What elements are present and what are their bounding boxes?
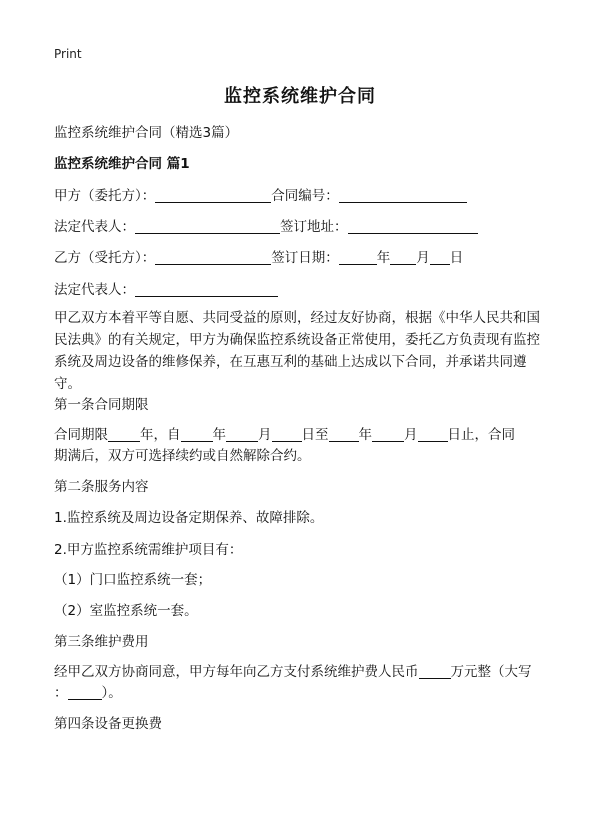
end-year-label: 年	[358, 427, 372, 443]
legal-rep-1-label: 法定代表人：	[54, 219, 135, 235]
end-year-blank[interactable]	[329, 427, 359, 442]
sign-month-blank[interactable]	[390, 250, 416, 265]
party-b-label: 乙方（受托方）：	[54, 250, 156, 266]
sign-place-blank[interactable]	[348, 219, 478, 234]
start-day-blank[interactable]	[272, 427, 302, 442]
party-b-row	[54, 246, 463, 266]
end-day-blank[interactable]	[418, 427, 448, 442]
fee-capital-blank[interactable]	[68, 685, 102, 700]
article-1-heading: 第一条合同期限	[54, 397, 149, 413]
article-2-item-2: 2.甲方监控系统需维护项目有：	[54, 542, 243, 558]
article-1-renewal: 期满后，双方可选择续约或自然解除合约。	[54, 448, 311, 464]
article-3-heading: 第三条维护费用	[54, 634, 149, 650]
article-2-item-1: 1.监控系统及周边设备定期保养、故障排除。	[54, 510, 324, 526]
term-from-text: 年，自	[140, 427, 181, 443]
year-label: 年	[376, 250, 391, 266]
document-subtitle: 监控系统维护合同（精选3篇）	[54, 125, 239, 141]
party-a-label: 甲方（委托方）：	[54, 188, 156, 204]
document-title: 监控系统维护合同	[224, 86, 376, 107]
sign-year-blank[interactable]	[339, 250, 377, 265]
article-2-heading: 第二条服务内容	[54, 479, 149, 495]
article-3-fee-line-2	[54, 681, 122, 701]
party-b-blank[interactable]	[155, 250, 271, 265]
intro-paragraph: 甲乙双方本着平等自愿、共同受益的原则，经过友好协商，根据《中华人民共和国民法典》的有关规定，甲方为确保监控系统设备正常使用，委托乙方负责现有监控系统及周边设备的维修保养，在互惠互利的基础上达成以下合同，并承诺共同遵守。	[54, 310, 540, 392]
legal-rep-2-label: 法定代表人：	[54, 282, 135, 298]
print-link[interactable]: Print	[54, 47, 82, 61]
legal-rep-row-1	[54, 215, 478, 235]
end-month-blank[interactable]	[372, 427, 404, 442]
month-label: 月	[416, 250, 430, 266]
start-month-blank[interactable]	[226, 427, 258, 442]
sign-place-label: 签订地址：	[280, 219, 348, 235]
party-a-blank[interactable]	[155, 188, 271, 203]
fee-amount-blank[interactable]	[419, 664, 451, 679]
start-month-label: 月	[258, 427, 272, 443]
day-label: 日	[449, 250, 464, 266]
article-2-sub-1: （1）门口监控系统一套；	[54, 572, 212, 588]
contract-no-label: 合同编号：	[271, 188, 339, 204]
fee-colon: ：	[54, 685, 68, 701]
start-day-label: 日至	[301, 427, 329, 443]
sign-date-label: 签订日期：	[271, 250, 339, 266]
fee-close-text: ）。	[101, 685, 122, 701]
fee-text: 经甲乙双方协商同意，甲方每年向乙方支付系统维护费人民币	[54, 664, 419, 680]
start-year-label: 年	[212, 427, 226, 443]
party-a-row	[54, 184, 467, 204]
term-years-blank[interactable]	[108, 427, 140, 442]
term-text: 合同期限	[54, 427, 108, 443]
start-year-blank[interactable]	[181, 427, 213, 442]
legal-rep-1-blank[interactable]	[135, 219, 280, 234]
article-4-heading: 第四条设备更换费	[54, 716, 162, 732]
end-day-label: 日止，合同	[447, 427, 515, 443]
contract-no-blank[interactable]	[339, 188, 467, 203]
article-2-sub-2: （2）室监控系统一套。	[54, 603, 198, 619]
legal-rep-2-blank[interactable]	[135, 282, 278, 297]
article-1-term-line	[54, 423, 515, 443]
fee-unit-text: 万元整（大写	[450, 664, 532, 680]
article-3-fee-line	[54, 660, 532, 680]
section-heading: 监控系统维护合同 篇1	[54, 156, 190, 172]
end-month-label: 月	[404, 427, 418, 443]
legal-rep-row-2	[54, 278, 278, 298]
sign-day-blank[interactable]	[430, 250, 450, 265]
